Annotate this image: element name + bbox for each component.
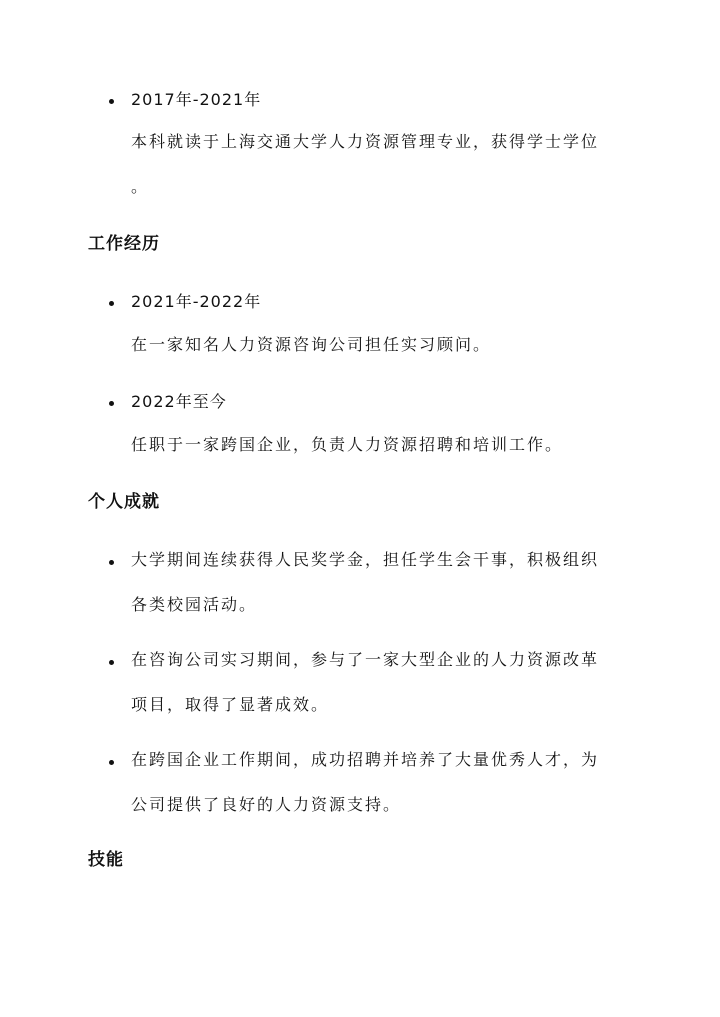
bullet-marker xyxy=(109,301,114,306)
work-date: 2022年至今 xyxy=(131,392,227,411)
section-heading-achievements: 个人成就 xyxy=(88,492,160,512)
education-date: 2017年-2021年 xyxy=(131,90,262,109)
work-description: 在一家知名人力资源咨询公司担任实习顾问。 xyxy=(131,335,492,354)
achievement-text-continued: 公司提供了良好的人力资源支持。 xyxy=(131,795,402,814)
work-description: 任职于一家跨国企业，负责人力资源招聘和培训工作。 xyxy=(131,435,564,454)
achievement-text-continued: 项目，取得了显著成效。 xyxy=(131,695,330,714)
bullet-marker xyxy=(109,401,114,406)
achievement-text: 在跨国企业工作期间，成功招聘并培养了大量优秀人才，为 xyxy=(131,750,600,769)
education-description: 本科就读于上海交通大学人力资源管理专业，获得学士学位 xyxy=(131,132,600,151)
section-heading-skills: 技能 xyxy=(88,850,124,870)
bullet-marker xyxy=(109,660,114,665)
section-heading-work: 工作经历 xyxy=(88,234,160,254)
work-date: 2021年-2022年 xyxy=(131,292,262,311)
bullet-marker xyxy=(109,99,114,104)
bullet-marker xyxy=(109,560,114,565)
achievement-text-continued: 各类校园活动。 xyxy=(131,595,258,614)
bullet-marker xyxy=(109,760,114,765)
achievement-text: 大学期间连续获得人民奖学金，担任学生会干事，积极组织 xyxy=(131,550,600,569)
achievement-text: 在咨询公司实习期间，参与了一家大型企业的人力资源改革 xyxy=(131,650,600,669)
education-description-continued: 。 xyxy=(131,177,150,196)
